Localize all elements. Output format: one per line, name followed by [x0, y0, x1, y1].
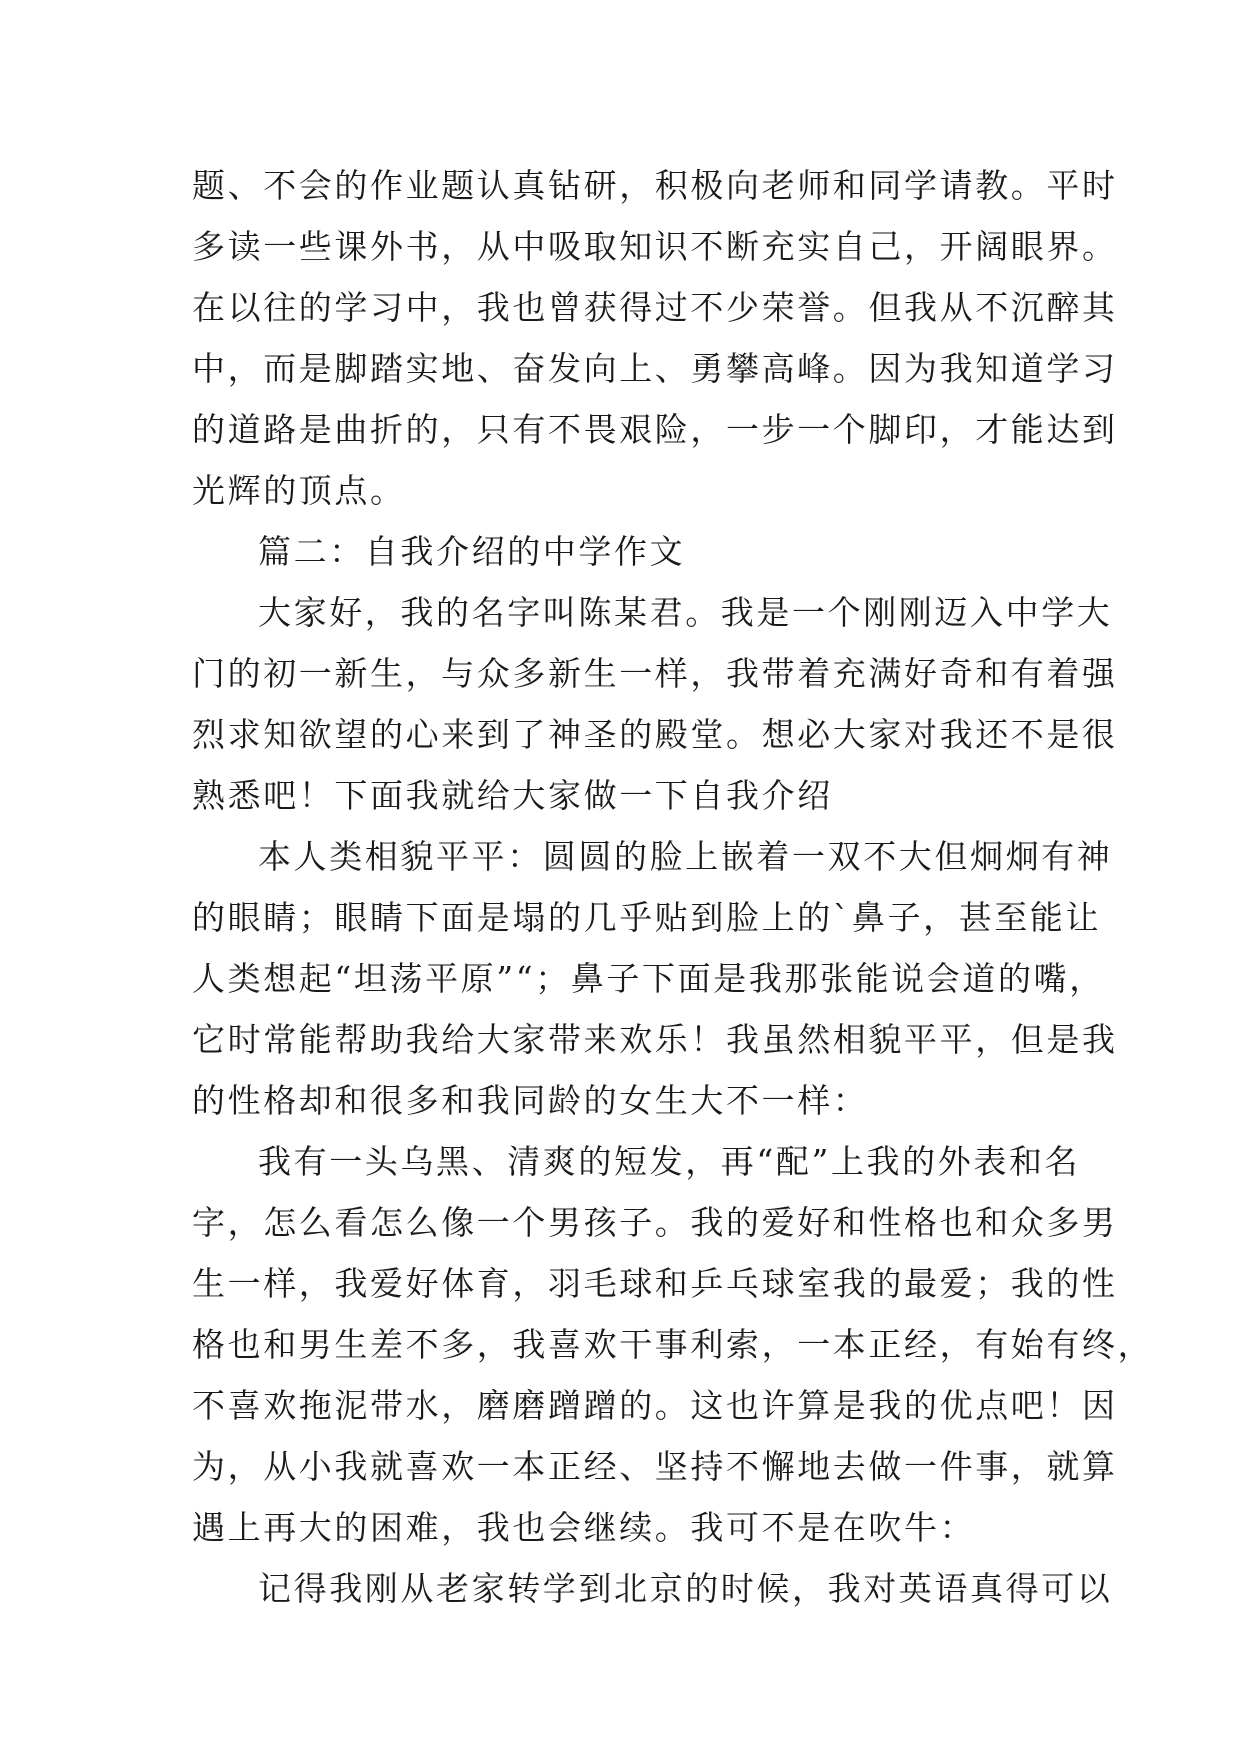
- text-line: 题、不会的作业题认真钻研，积极向老师和同学请教。平时: [192, 166, 1118, 205]
- text-line: 在以往的学习中，我也曾获得过不少荣誉。但我从不沉醉其: [192, 288, 1118, 327]
- text-line: 的性格却和很多和我同龄的女生大不一样：: [192, 1081, 869, 1120]
- text-line: 记得我刚从老家转学到北京的时候，我对英语真得可以: [258, 1569, 1113, 1608]
- text-line: 本人类相貌平平：圆圆的脸上嵌着一双不大但炯炯有神: [258, 837, 1113, 876]
- text-line: 它时常能帮助我给大家带来欢乐！我虽然相貌平平，但是我: [192, 1020, 1118, 1059]
- text-line: 光辉的顶点。: [192, 471, 406, 510]
- text-line: 生一样，我爱好体育，羽毛球和乒乓球室我的最爱；我的性: [192, 1264, 1118, 1303]
- text-line: 字，怎么看怎么像一个男孩子。我的爱好和性格也和众多男: [192, 1203, 1118, 1242]
- section-heading: 篇二：自我介绍的中学作文: [258, 532, 686, 571]
- text-line: 熟悉吧！下面我就给大家做一下自我介绍: [192, 776, 833, 815]
- text-line: 我有一头乌黑、清爽的短发，再“配”上我的外表和名: [258, 1142, 1081, 1181]
- essay-body: [192, 155, 1154, 1619]
- text-line: 不喜欢拖泥带水，磨磨蹭蹭的。这也许算是我的优点吧！因: [192, 1386, 1118, 1425]
- text-line: 门的初一新生，与众多新生一样，我带着充满好奇和有着强: [192, 654, 1118, 693]
- text-line: 人类想起“坦荡平原”“；鼻子下面是我那张能说会道的嘴，: [192, 959, 1105, 998]
- text-line: 中，而是脚踏实地、奋发向上、勇攀高峰。因为我知道学习: [192, 349, 1118, 388]
- text-line: 多读一些课外书，从中吸取知识不断充实自己，开阔眼界。: [192, 227, 1118, 266]
- text-line: 的道路是曲折的，只有不畏艰险，一步一个脚印，才能达到: [192, 410, 1118, 449]
- text-line: 大家好，我的名字叫陈某君。我是一个刚刚迈入中学大: [258, 593, 1113, 632]
- text-line: 为，从小我就喜欢一本正经、坚持不懈地去做一件事，就算: [192, 1447, 1118, 1486]
- text-line: 的眼睛；眼睛下面是塌的几乎贴到脸上的`鼻子，甚至能让: [192, 898, 1102, 937]
- text-line: 烈求知欲望的心来到了神圣的殿堂。想必大家对我还不是很: [192, 715, 1118, 754]
- text-line: 遇上再大的困难，我也会继续。我可不是在吹牛：: [192, 1508, 976, 1547]
- text-line: 格也和男生差不多，我喜欢干事利索，一本正经，有始有终，: [192, 1325, 1154, 1364]
